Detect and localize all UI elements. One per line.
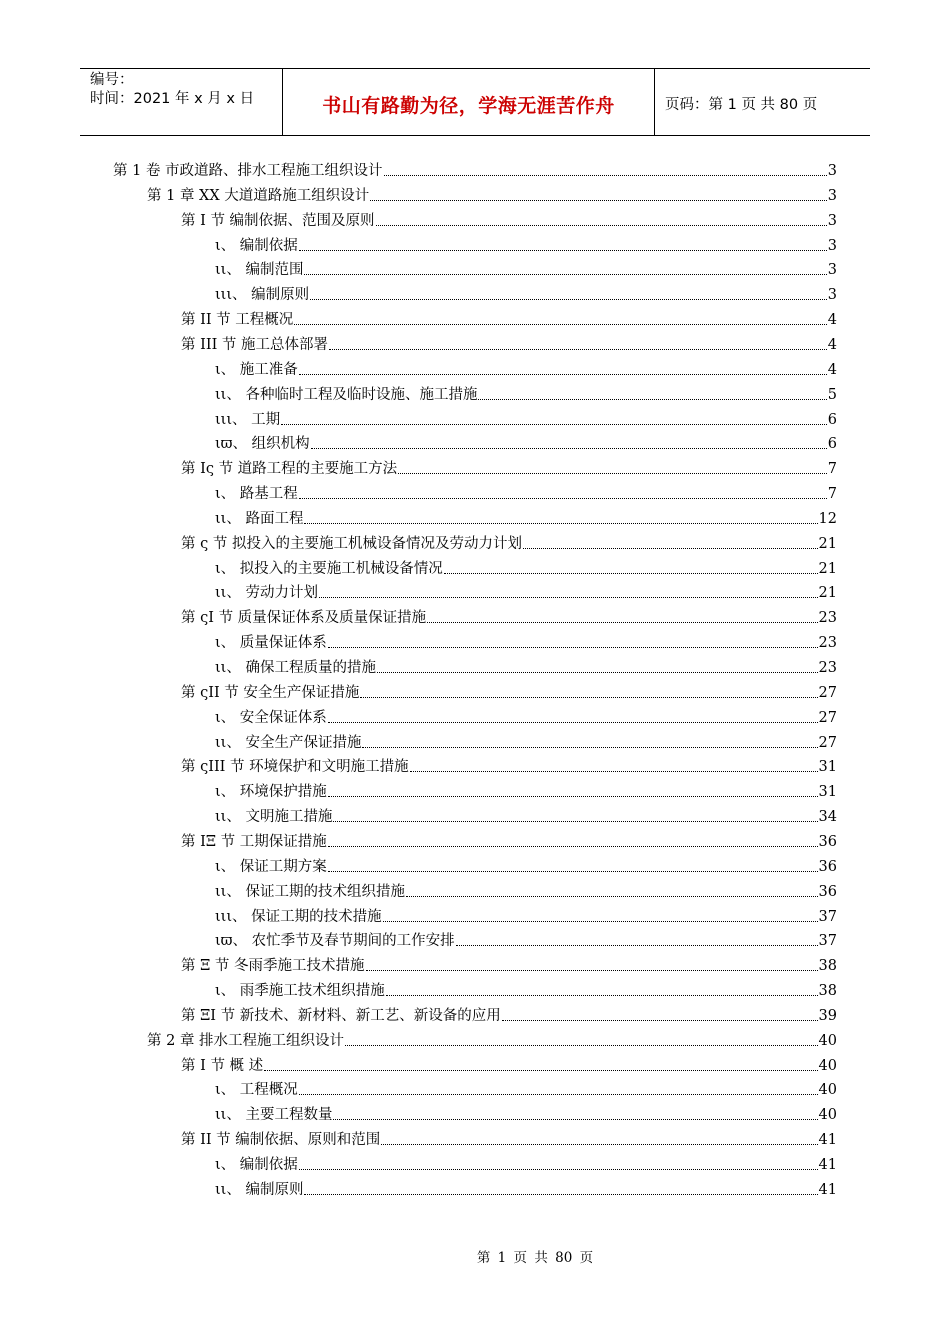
toc-entry[interactable] [215, 978, 837, 1000]
toc-entry-title: 第 ΞI 节 新技术、新材料、新工艺、新设备的应用 [181, 1007, 501, 1024]
toc-entry-title: 第 1 章 XX 大道道路施工组织设计 [147, 187, 370, 204]
toc-entry[interactable] [215, 407, 837, 429]
toc-entry-page-number: 23 [818, 635, 837, 652]
toc-entry-title: ι、 路基工程 [215, 486, 298, 503]
toc-entry[interactable] [215, 506, 837, 528]
toc-entry-page-number: 3 [827, 237, 837, 254]
toc-dot-leader [281, 424, 827, 425]
toc-entry-title: ι、 环境保护措施 [215, 784, 327, 801]
toc-entry-title: 第 ς 节 拟投入的主要施工机械设备情况及劳动力计划 [181, 535, 522, 552]
toc-dot-leader [310, 299, 827, 300]
toc-entry[interactable] [181, 1127, 837, 1149]
document-date: 时间：2021 年 x 月 x 日 [90, 91, 255, 107]
toc-entry-title: ιιι、 编制原则 [215, 287, 310, 304]
toc-entry-page-number: 40 [818, 1082, 837, 1099]
toc-entry-title: 第 IΞ 节 工期保证措施 [181, 833, 327, 850]
toc-entry-page-number: 27 [818, 684, 837, 701]
toc-entry-title: ι、 编制依据 [215, 1157, 298, 1173]
footer-page-number: 第 1 页 共 80 页 [476, 1250, 594, 1266]
toc-entry[interactable] [181, 829, 837, 851]
toc-entry-title: 第 Iς 节 道路工程的主要施工方法 [181, 461, 398, 478]
toc-entry-title: 第 Ξ 节 冬雨季施工技术措施 [181, 958, 365, 975]
toc-entry-title: ιι、 确保工程质量的措施 [215, 660, 376, 676]
toc-dot-leader [311, 448, 827, 449]
toc-entry[interactable] [181, 754, 837, 776]
toc-entry-title: 第 1 卷 市政道路、排水工程施工组织设计 [113, 163, 383, 179]
toc-entry[interactable] [181, 1053, 837, 1075]
toc-entry-page-number: 3 [827, 212, 837, 229]
toc-entry-page-number: 5 [827, 386, 837, 403]
toc-entry-page-number: 27 [818, 709, 837, 726]
toc-entry-title: ι、 雨季施工技术组织措施 [215, 983, 385, 1000]
toc-entry-title: ιι、 编制原则 [215, 1181, 304, 1198]
toc-entry-page-number: 38 [818, 983, 837, 1000]
toc-entry[interactable] [181, 208, 837, 230]
toc-entry-page-number: 3 [827, 262, 837, 279]
toc-entry-title: ι、 安全保证体系 [215, 709, 327, 726]
toc-dot-leader [319, 597, 818, 598]
page-footer [0, 1246, 950, 1266]
toc-dot-leader [304, 274, 826, 275]
toc-dot-leader [294, 324, 826, 325]
toc-entry-title: ιι、 劳动力计划 [215, 585, 318, 602]
toc-entry[interactable] [215, 928, 837, 950]
toc-entry[interactable] [215, 1152, 837, 1174]
toc-entry[interactable] [113, 158, 837, 180]
toc-entry-page-number: 31 [818, 759, 837, 776]
toc-entry-page-number: 23 [818, 610, 837, 627]
toc-entry-page-number: 4 [827, 361, 837, 378]
toc-dot-leader [264, 1070, 817, 1071]
toc-entry[interactable] [215, 257, 837, 279]
toc-entry-title: ι、 工程概况 [215, 1082, 298, 1099]
toc-dot-leader [345, 1045, 817, 1046]
toc-entry[interactable] [181, 680, 837, 702]
toc-entry-title: ιιι、 工期 [215, 411, 281, 428]
toc-entry[interactable] [181, 605, 837, 627]
toc-entry[interactable] [181, 332, 837, 354]
toc-dot-leader [386, 995, 818, 996]
toc-entry-title: 第 III 节 施工总体部署 [181, 336, 329, 353]
toc-entry-page-number: 6 [827, 436, 837, 453]
toc-entry[interactable] [215, 655, 837, 677]
toc-dot-leader [376, 225, 827, 226]
toc-dot-leader [304, 1194, 817, 1195]
toc-dot-leader [383, 921, 818, 922]
toc-entry-page-number: 3 [827, 287, 837, 304]
toc-dot-leader [410, 771, 818, 772]
toc-dot-leader [427, 622, 817, 623]
toc-entry[interactable] [215, 357, 837, 379]
toc-entry-title: 第 2 章 排水工程施工组织设计 [147, 1032, 345, 1049]
toc-entry-page-number: 4 [827, 312, 837, 329]
toc-entry-title: 第 II 节 工程概况 [181, 312, 294, 329]
toc-entry-title: 第 ςII 节 安全生产保证措施 [181, 684, 360, 701]
toc-entry-page-number: 40 [818, 1107, 837, 1124]
toc-dot-leader [381, 1144, 817, 1145]
toc-dot-leader [523, 548, 818, 549]
toc-entry-page-number: 21 [818, 560, 837, 577]
toc-dot-leader [299, 1169, 818, 1170]
toc-dot-leader [360, 697, 817, 698]
toc-entry[interactable] [215, 804, 837, 826]
toc-entry[interactable] [215, 730, 837, 752]
toc-dot-leader [406, 896, 818, 897]
toc-entry[interactable] [215, 382, 837, 404]
toc-dot-leader [328, 647, 818, 648]
toc-entry-title: ιϖ、 组织机构 [215, 436, 310, 453]
toc-entry-page-number: 12 [818, 510, 837, 527]
toc-entry-page-number: 39 [818, 1007, 837, 1024]
toc-entry[interactable] [215, 580, 837, 602]
toc-entry[interactable] [215, 779, 837, 801]
toc-entry[interactable] [215, 854, 837, 876]
toc-dot-leader [502, 1020, 818, 1021]
toc-dot-leader [366, 970, 818, 971]
toc-entry-title: ι、 质量保证体系 [215, 635, 327, 652]
toc-entry-page-number: 3 [827, 163, 837, 179]
toc-entry[interactable] [215, 904, 837, 926]
toc-entry[interactable] [181, 531, 837, 553]
toc-entry-page-number: 36 [818, 883, 837, 900]
toc-entry-title: ι、 编制依据 [215, 237, 298, 254]
toc-entry[interactable] [215, 481, 837, 503]
toc-entry[interactable] [181, 307, 837, 329]
toc-dot-leader [362, 747, 817, 748]
toc-dot-leader [328, 846, 818, 847]
toc-dot-leader [444, 573, 818, 574]
toc-entry-title: 第 I 节 编制依据、范围及原则 [181, 212, 375, 229]
toc-entry[interactable] [215, 556, 837, 578]
toc-entry-page-number: 27 [818, 734, 837, 751]
toc-entry-page-number: 7 [827, 486, 837, 503]
toc-dot-leader [456, 945, 818, 946]
toc-entry-page-number: 21 [818, 585, 837, 602]
toc-entry-page-number: 34 [818, 809, 837, 826]
toc-entry-page-number: 7 [827, 461, 837, 478]
toc-entry-title: ι、 拟投入的主要施工机械设备情况 [215, 560, 443, 577]
toc-entry-page-number: 4 [827, 336, 837, 353]
toc-entry-title: ιι、 路面工程 [215, 510, 304, 527]
toc-entry[interactable] [215, 431, 837, 453]
toc-entry-page-number: 23 [818, 660, 837, 676]
toc-entry[interactable] [215, 630, 837, 652]
toc-entry-title: ι、 施工准备 [215, 361, 298, 378]
toc-dot-leader [299, 1094, 818, 1095]
toc-dot-leader [328, 871, 818, 872]
toc-dot-leader [329, 349, 827, 350]
header-page-info: 页码：第 1 页 共 80 页 [665, 96, 818, 113]
toc-entry[interactable] [181, 953, 837, 975]
toc-dot-leader [299, 498, 827, 499]
toc-entry[interactable] [215, 282, 837, 304]
toc-entry[interactable] [215, 233, 837, 255]
toc-entry-page-number: 37 [818, 933, 837, 950]
toc-dot-leader [304, 523, 817, 524]
toc-entry-page-number: 31 [818, 784, 837, 801]
page-header [80, 68, 870, 136]
toc-entry[interactable] [181, 1003, 837, 1025]
toc-entry-page-number: 41 [818, 1132, 837, 1149]
toc-entry-title: ιι、 文明施工措施 [215, 809, 333, 826]
toc-entry-page-number: 40 [818, 1057, 837, 1074]
toc-entry-page-number: 21 [818, 535, 837, 552]
toc-entry-page-number: 36 [818, 858, 837, 875]
toc-entry-title: ιιι、 保证工期的技术措施 [215, 908, 382, 925]
toc-dot-leader [478, 399, 826, 400]
toc-entry-page-number: 3 [827, 187, 837, 204]
toc-entry[interactable] [215, 1177, 837, 1199]
toc-dot-leader [333, 821, 817, 822]
toc-dot-leader [328, 722, 818, 723]
toc-entry[interactable] [215, 705, 837, 727]
toc-entry[interactable] [181, 456, 837, 478]
toc-entry[interactable] [215, 1077, 837, 1099]
toc-entry[interactable] [215, 879, 837, 901]
toc-dot-leader [398, 473, 827, 474]
toc-dot-leader [333, 1119, 817, 1120]
toc-entry-title: ιι、 各种临时工程及临时设施、施工措施 [215, 386, 478, 403]
toc-entry-title: ι、 保证工期方案 [215, 858, 327, 875]
toc-entry-title: ιι、 安全生产保证措施 [215, 734, 362, 751]
header-motto: 书山有路勤为径，学海无涯苦作舟 [282, 69, 655, 135]
header-left-cell [80, 69, 282, 135]
toc-entry-page-number: 41 [818, 1157, 837, 1173]
toc-entry-title: 第 ςI 节 质量保证体系及质量保证措施 [181, 610, 427, 627]
toc-dot-leader [370, 200, 826, 201]
toc-entry-title: ιι、 保证工期的技术组织措施 [215, 883, 405, 900]
toc-entry-title: ιϖ、 农忙季节及春节期间的工作安排 [215, 933, 455, 950]
toc-dot-leader [299, 374, 827, 375]
toc-entry-page-number: 41 [818, 1181, 837, 1198]
toc-entry-title: 第 ςIII 节 环境保护和文明施工措施 [181, 759, 409, 776]
toc-entry-title: ιι、 主要工程数量 [215, 1107, 333, 1124]
toc-entry-page-number: 38 [818, 958, 837, 975]
toc-dot-leader [328, 796, 818, 797]
toc-entry-page-number: 37 [818, 908, 837, 925]
toc-dot-leader [299, 250, 827, 251]
toc-entry[interactable] [147, 1028, 837, 1050]
toc-entry-title: 第 II 节 编制依据、原则和范围 [181, 1132, 381, 1149]
toc-dot-leader [384, 175, 827, 176]
toc-entry-title: 第 I 节 概 述 [181, 1057, 264, 1074]
toc-entry-page-number: 6 [827, 411, 837, 428]
document-number-label: 编号： [90, 72, 134, 88]
toc-entry-page-number: 36 [818, 833, 837, 850]
toc-dot-leader [377, 672, 818, 673]
toc-entry-page-number: 40 [818, 1032, 837, 1049]
toc-entry-title: ιι、 编制范围 [215, 262, 304, 279]
toc-entry[interactable] [215, 1102, 837, 1124]
toc-entry[interactable] [147, 183, 837, 205]
